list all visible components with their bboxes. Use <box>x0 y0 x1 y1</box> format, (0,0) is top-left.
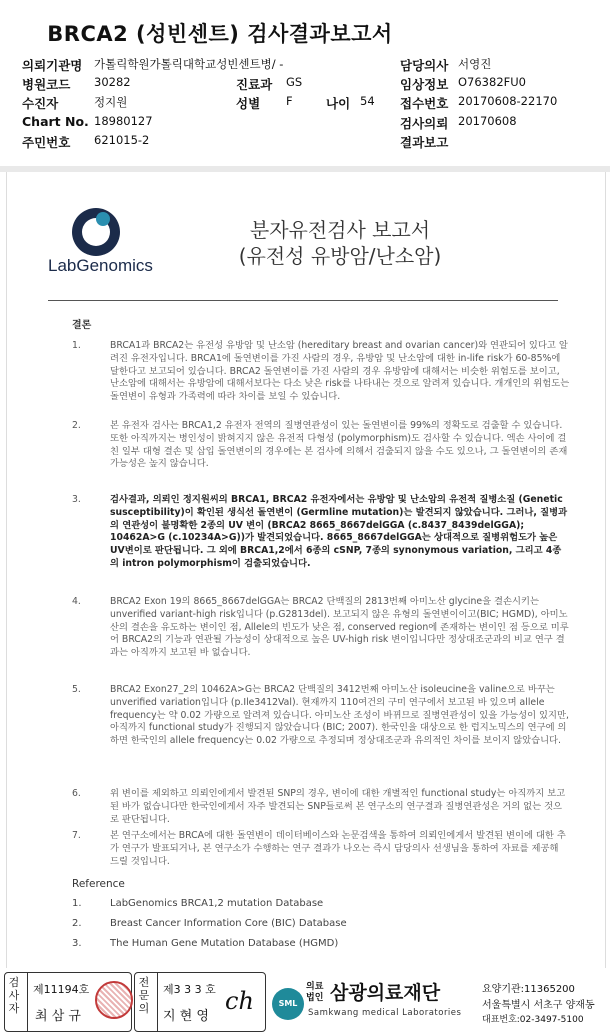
meta-value: 서영진 <box>458 57 492 71</box>
paragraph-3 <box>72 494 572 574</box>
reference-number: 3. <box>72 938 82 949</box>
meta-row-5 <box>22 133 150 151</box>
paragraph-6 <box>72 788 572 828</box>
seal-stamp-icon <box>95 981 133 1019</box>
address: 서울특별시 서초구 양재동 <box>482 1000 595 1011</box>
specialist-name: 지 현 영 <box>163 1009 209 1024</box>
report-title: BRCA2 (성빈센트) 검사결과보고서 <box>47 22 393 46</box>
paragraph-7 <box>72 830 572 870</box>
report-footer <box>0 968 610 1036</box>
meta-value: GS <box>286 75 303 89</box>
institution-code: 요양기관:11365200 <box>482 984 575 995</box>
org-name: 삼광의료재단 <box>330 982 441 1004</box>
meta-value: 가톨릭학원가톨릭대학교성빈센트병/ - <box>94 57 284 71</box>
logo-text: LabGenomics <box>48 256 153 275</box>
meta-request <box>400 114 517 132</box>
meta-label: 진료과 <box>236 77 273 92</box>
logo-dot-icon <box>96 212 110 226</box>
meta-value: F <box>286 94 293 108</box>
org-type: 의료법인 <box>306 982 324 1003</box>
meta-label: 임상정보 <box>400 77 449 92</box>
paragraph-number: 4. <box>72 596 81 607</box>
reference-number: 2. <box>72 918 82 929</box>
reference-heading: Reference <box>72 878 125 890</box>
examiner-id: 제11194호 <box>33 983 90 996</box>
meta-row-4 <box>22 114 153 129</box>
paragraph-5 <box>72 684 572 776</box>
meta-label: Chart No. <box>22 114 89 129</box>
divider <box>157 973 158 1031</box>
paragraph-4 <box>72 596 572 672</box>
meta-value: 18980127 <box>94 114 153 128</box>
specialist-id: 제3 3 3 호 <box>163 983 216 996</box>
meta-result <box>400 133 448 151</box>
report-heading-line2: (유전성 유방암/난소암) <box>238 244 442 268</box>
meta-label: 나이 <box>326 96 351 111</box>
meta-value: 30282 <box>94 75 131 89</box>
specialist-box <box>134 972 266 1032</box>
meta-label: 성별 <box>236 96 261 111</box>
phone: 대표번호:02-3497-5100 <box>482 1015 584 1025</box>
paragraph-number: 5. <box>72 684 81 695</box>
meta-dept <box>236 75 303 93</box>
meta-clinical <box>400 75 526 93</box>
meta-label: 의뢰기관명 <box>22 58 83 73</box>
paragraph-text: 위 변이를 제외하고 의뢰인에게서 발견된 SNP의 경우, 변이에 대한 개별적인 functional study는 아직까지 보고된 바가 없습니다만 한국인에게서 자주 발견되는 SNP들로써 본 연구소의 연구결과 질병연관성은 거의 없는 것으로 판단됩니다. <box>110 788 566 825</box>
reference-text: LabGenomics BRCA1,2 mutation Database <box>110 898 324 909</box>
paragraph-text: 본 연구소에서는 BRCA에 대한 돌연변이 데이터베이스와 논문검색을 통하여 의뢰인에게서 발견된 변이에 대한 추가 연구가 발표되거나, 본 연구소가 수행하는 연구 결과가 나오는 즉시 담당의사 선생님을 통하여 자료를 제공해 드릴 것입니다. <box>110 830 566 867</box>
specialist-label: 전문의 <box>138 976 150 1015</box>
divider <box>27 973 28 1031</box>
meta-label: 결과보고 <box>400 135 449 150</box>
meta-value: 20170608 <box>458 114 517 128</box>
paragraph-text: BRCA2 Exon27_2의 10462A>G는 BRCA2 단백질의 3412번째 아미노산 isoleucine을 valine으로 바꾸는 unverified variation입니다 (p.Ile3412Val). 현재까지 110여건의 구미 연구에서 보고된 바 있으며 allele frequency는 약 0.02 가량으로 알려져 있습니다. 아미노산 조성이 바뀌므로 질병연관성이 있을 가능성이 있지만, 아직까지 functional study가 진행되지 않았습니다 (BIC; 2007). 한국인을 대상으로 한 럽지노믹스의 연구에 의하면 한국인의 allele frequency는 0.02 가량으로 추정되며 정상대조군과 유의적인 차이를 보이지 않았습니다. <box>110 684 569 747</box>
meta-label: 병원코드 <box>22 77 71 92</box>
paragraph-1 <box>72 340 572 416</box>
meta-value: O76382FU0 <box>458 75 526 89</box>
examiner-name: 최 삼 규 <box>35 1009 81 1024</box>
paragraph-number: 7. <box>72 830 81 841</box>
meta-value: 54 <box>360 94 375 108</box>
meta-age <box>326 94 375 112</box>
meta-label: 검사의뢰 <box>400 116 449 131</box>
meta-value: 정지원 <box>94 95 128 109</box>
paragraph-number: 2. <box>72 420 81 431</box>
meta-label: 주민번호 <box>22 135 71 150</box>
signature: ch <box>225 987 254 1015</box>
meta-row-2 <box>22 75 131 93</box>
meta-row-3 <box>22 94 128 112</box>
meta-sex <box>236 94 293 112</box>
reference-text: The Human Gene Mutation Database (HGMD) <box>110 938 339 949</box>
paragraph-2 <box>72 420 572 484</box>
paragraph-text: 검사결과, 의뢰인 정지원씨의 BRCA1, BRCA2 유전자에서는 유방암 및 난소암의 유전적 질병소질 (Genetic susceptibility)이 확인된 생식선 돌연변이 (Germline mutation)는 발견되지 않았습니다. 그러나, 질병과의 연관성이 불명확한 2종의 UV 변이 (BRCA2 8665_8667delGGA (c.8437_8439delGGA); 10462A>G (c.10234A>G))가 발견되었습니다. 8665_8667delGGA는 상대적으로 질병위험도가 높은 UV변이로 판단됩니다. 그 외에 BRCA1,2에서 6종의 cSNP, 7종의 synonymous variation, 그리고 4종의 intron polymorphism이 검출되었습니다. <box>110 494 568 569</box>
sml-logo-icon: SML <box>272 988 304 1020</box>
paragraph-text: BRCA2 Exon 19의 8665_8667delGGA는 BRCA2 단백질의 2813번째 아미노산 glycine을 결손시키는 unverified variant-high risk입니다 (p.G2813del). 보고되지 않은 유형의 돌연변이이고(BIC; HGMD), 아미노산의 결손을 유도하는 변이인 점, Allele의 빈도가 낮은 점, conserved region에 존재하는 변이인 점 등으로 미루어 BRCA2의 기능과 연관될 가능성이 상대적으로 높은 UV-high risk 변이입니다만 정상대조군과의 비교 연구 결과는 아직까지 보고된 바 없습니다. <box>110 596 569 659</box>
examiner-box <box>4 972 132 1032</box>
meta-receipt <box>400 94 558 112</box>
meta-value: 621015-2 <box>94 133 150 147</box>
paragraph-text: BRCA1과 BRCA2는 유전성 유방암 및 난소암 (hereditary breast and ovarian cancer)와 연관되어 있다고 알려진 유전자입니다. BRCA1에 돌연변이를 가진 사람의 경우, 유방암 및 난소암에 대한 in-life risk가 60-85%에 달한다고 보고되어 있습니다. BRCA2 돌연변이를 가진 사람의 경우 유방암에 대해서는 비슷한 위험도를 보이고, 난소암에 대해서는 유방암에 대해서보다는 다소 낮은 risk를 나타내는 것으로 알려져 있습니다. 개개인의 위험도는 돌연변이 유형과 가족력에 따라 차이를 보일 수 있습니다. <box>110 340 570 403</box>
meta-doctor <box>400 56 492 74</box>
meta-value: 20170608-22170 <box>458 94 558 108</box>
examiner-label: 검사자 <box>8 976 20 1015</box>
meta-label: 담당의사 <box>400 58 449 73</box>
paragraph-number: 6. <box>72 788 81 799</box>
meta-row-1 <box>22 56 284 74</box>
meta-label: 접수번호 <box>400 96 449 111</box>
report-heading-line1: 분자유전검사 보고서 <box>249 218 431 242</box>
divider <box>48 300 558 301</box>
meta-label: 수진자 <box>22 96 59 111</box>
paragraph-text: 본 유전자 검사는 BRCA1,2 유전자 전역의 질병연관성이 있는 돌연변이를 99%의 정확도로 검출할 수 있습니다. 또한 아직까지는 병인성이 밝혀지지 않은 유전적 다형성 (polymorphism)도 검사할 수 있습니다. 엑손 사이에 걸친 일부 대형 결손 및 삽입 돌연변이의 경우에는 본 검사에 의해서 검출되지 않을 수도 있으나, 그 돌연변이의 존재 가능성은 높지 않습니다. <box>110 420 568 470</box>
org-english: Samkwang medical Laboratories <box>308 1008 462 1018</box>
section-heading: 결론 <box>72 320 92 331</box>
reference-number: 1. <box>72 898 82 909</box>
paragraph-number: 1. <box>72 340 81 351</box>
reference-text: Breast Cancer Information Core (BIC) Database <box>110 918 347 929</box>
paragraph-number: 3. <box>72 494 81 505</box>
